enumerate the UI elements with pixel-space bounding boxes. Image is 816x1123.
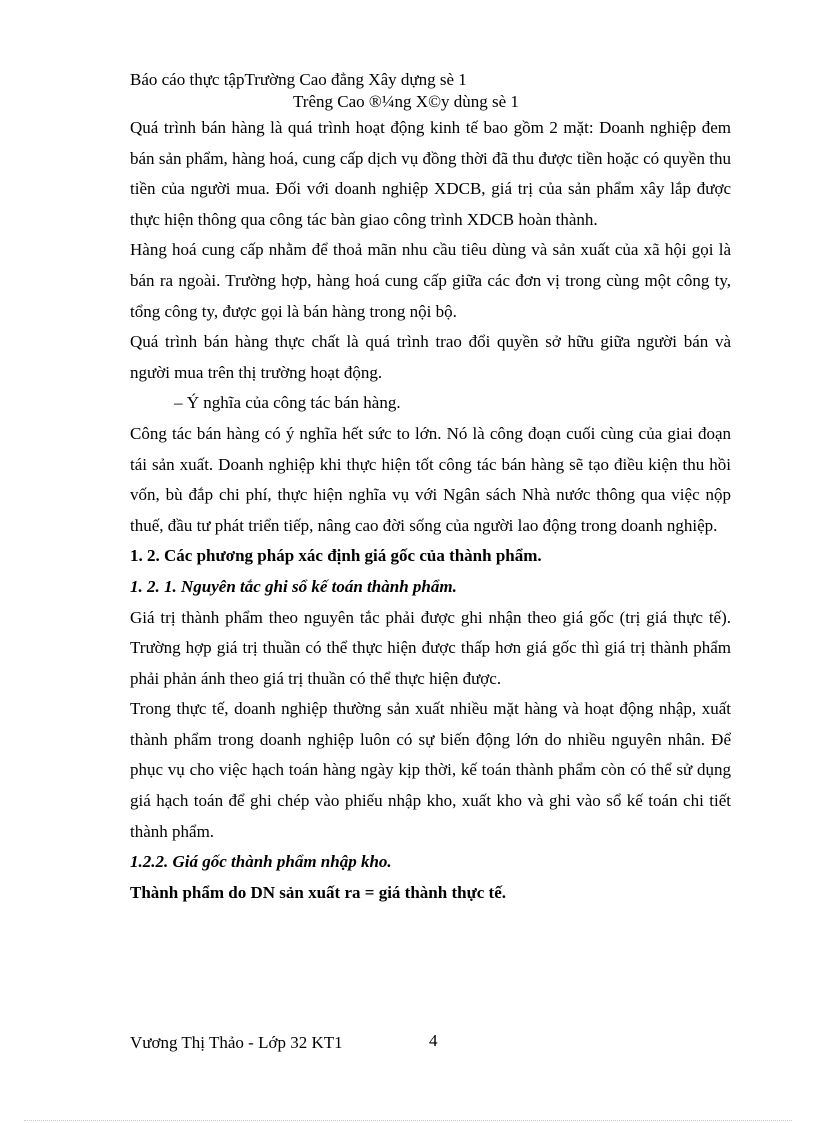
section-heading: 1. 2. Các phương pháp xác định giá gốc của thành phẩm. [130, 546, 542, 566]
formula-line: Thành phẩm do DN sản xuất ra = giá thành thực tế. [130, 882, 507, 902]
document-body [130, 113, 731, 908]
paragraph: Trong thực tế, doanh nghiệp thường sản xuất nhiều mặt hàng và hoạt động nhập, xuất thành phẩm trong doanh nghiệp luôn có sự biến động lớn do nhiều nguyên nhân. Để phục vụ cho việc hạch toán hàng ngày kịp thời, kế toán thành phẩm còn có thể sử dụng giá hạch toán để ghi chép vào phiếu nhập kho, xuất kho và ghi vào sổ kế toán chi tiết thành phẩm. [130, 699, 731, 841]
list-item: – Ý nghĩa của công tác bán hàng. [174, 393, 401, 413]
paragraph: Giá trị thành phẩm theo nguyên tắc phải được ghi nhận theo giá gốc (trị giá thực tế). Trường hợp giá trị thuần có thể thực hiện được thấp hơn giá gốc thì giá trị thành phẩm phải phản ánh theo giá trị thuần có thể thực hiện được. [130, 607, 731, 688]
paragraph: Quá trình bán hàng thực chất là quá trình trao đổi quyền sở hữu giữa người bán và người mua trên thị trường hoạt động. [130, 332, 731, 382]
page-bottom-divider [24, 1120, 792, 1121]
page-header-garbled: Trêng Cao ®¼ng X©y dùng sè 1 [293, 92, 519, 111]
subsection-heading: 1.2.2. Giá gốc thành phẩm nhập kho. [130, 852, 392, 872]
paragraph: Quá trình bán hàng là quá trình hoạt động kinh tế bao gồm 2 mặt: Doanh nghiệp đem bán sản phẩm, hàng hoá, cung cấp dịch vụ đồng thời đã thu được tiền hoặc có quyền thu tiền của người mua. Đối với doanh nghiệp XDCB, giá trị của sản phẩm xây lắp được thực hiện thông qua công tác bàn giao công trình XDCB hoàn thành. [130, 118, 731, 229]
subsection-heading: 1. 2. 1. Nguyên tắc ghi sổ kế toán thành phẩm. [130, 576, 457, 596]
paragraph: Công tác bán hàng có ý nghĩa hết sức to lớn. Nó là công đoạn cuối cùng của giai đoạn tái sản xuất. Doanh nghiệp khi thực hiện tốt công tác bán hàng sẽ tạo điều kiện thu hồi vốn, bù đắp chi phí, thực hiện nghĩa vụ với Ngân sách Nhà nước thông qua việc nộp thuế, đầu tư phát triển tiếp, nâng cao đời sống của người lao động trong doanh nghiệp. [130, 423, 731, 535]
page-header: Báo cáo thực tậpTrường Cao đẳng Xây dựng sè 1 [130, 70, 467, 89]
footer-author: Vương Thị Thảo - Lớp 32 KT1 [130, 1033, 343, 1052]
paragraph: Hàng hoá cung cấp nhằm để thoả mãn nhu cầu tiêu dùng và sản xuất của xã hội gọi là bán ra ngoài. Trường hợp, hàng hoá cung cấp giữa các đơn vị trong cùng một công ty, tổng công ty, được gọi là bán hàng trong nội bộ. [130, 240, 731, 321]
page-number: 4 [429, 1031, 438, 1050]
